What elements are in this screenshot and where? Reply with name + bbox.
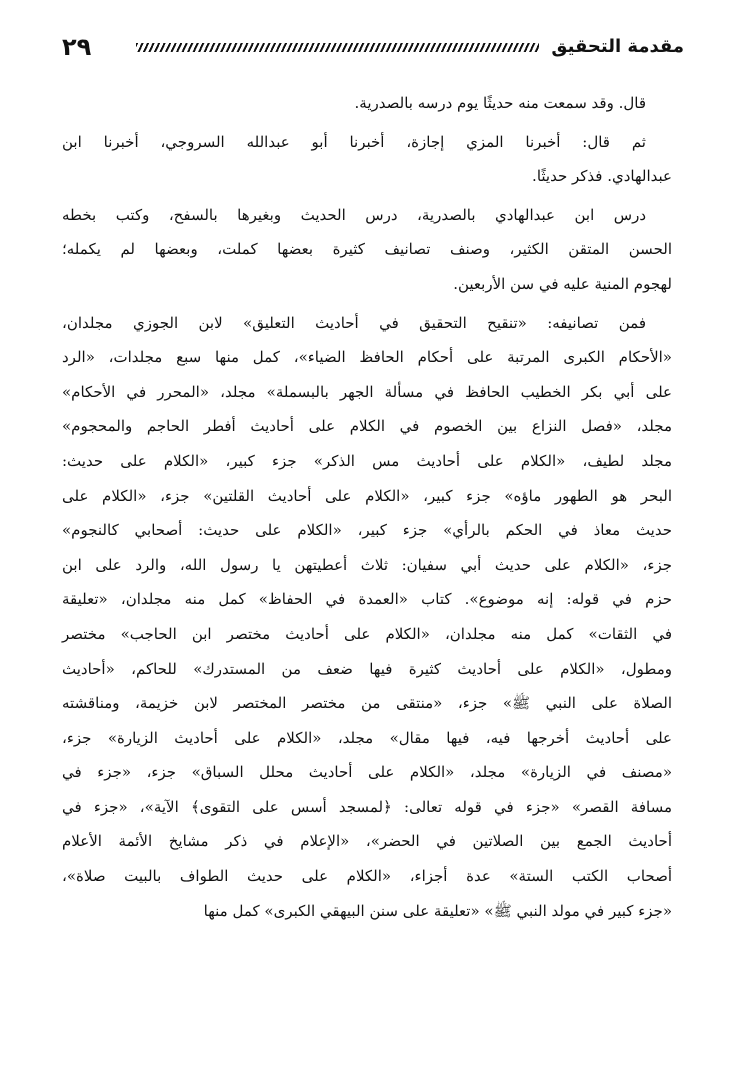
text-line: على أبي بكر الخطيب الحافظ في مسألة الجهر بالبسملة» مجلد، «المحرر في الأحكام»: [62, 382, 672, 401]
text-line: درس ابن عبدالهادي بالصدرية، درس الحديث وبغيرها بالسفح، وكتب بخطه: [62, 205, 646, 224]
paragraph: [62, 306, 672, 929]
page-header: [62, 30, 684, 64]
text-line: مجلد لطيف، «الكلام على أحاديث مس الذكر» جزء كبير، «الكلام على حديث:: [62, 451, 672, 470]
text-line: مجلد، «فصل النزاع بين الخصوم في الكلام على أحاديث أفطر الحاجم والمحجوم»: [62, 417, 672, 436]
text-line: الصلاة على النبي ﷺ» جزء، «منتقى من مختصر المختصر لابن خزيمة، ومناقشته: [62, 694, 672, 713]
text-line: حديث معاذ في الحكم بالرأي» جزء كبير، «الكلام على حديث: أصحابي كالنجوم»: [62, 521, 672, 540]
text-line: «مصنف في الزيارة» مجلد، «الكلام على أحاديث محلل السباق» جزء، «جزء في: [62, 763, 672, 782]
text-line: فمن تصانيفه: «تنقيح التحقيق في أحاديث التعليق» لابن الجوزي مجلدان،: [62, 313, 646, 332]
text-line: قال. وقد سمعت منه حديثًا يوم درسه بالصدرية.: [354, 94, 646, 112]
text-line: أحاديث الجمع بين الصلاتين في الحضر»، «الإعلام في ذكر مشايخ الأئمة الأعلام: [62, 832, 672, 851]
text-line: عبدالهادي. فذكر حديثًا.: [532, 167, 672, 186]
text-line: «جزء كبير في مولد النبي ﷺ» «تعليقة على سنن البيهقي الكبرى» كمل منها: [203, 901, 672, 920]
text-line: ثم قال: أخبرنا المزي إجازة، أخبرنا أبو عبدالله السروجي، أخبرنا ابن: [62, 132, 646, 151]
text-line: جزء، «الكلام على حديث أبي سفيان: ثلاث أعطيتهن يا رسول الله، والرد على ابن: [62, 555, 672, 574]
text-line: لهجوم المنية عليه في سن الأربعين.: [453, 274, 672, 293]
running-title: مقدمة التحقيق: [551, 36, 684, 57]
text-line: حزم في قوله: إنه موضوع». كتاب «العمدة في الحفاظ» كمل منه مجلدان، «تعليقة: [62, 590, 672, 609]
text-line: مسافة القصر» «جزء في قوله تعالى: ﴿لمسجد أسس على التقوى﴾ الآية»، «جزء في: [62, 797, 672, 816]
text-line: البحر هو الطهور ماؤه» جزء كبير، «الكلام على أحاديث القلتين» جزء، «الكلام على: [62, 486, 672, 505]
header-rule: [136, 43, 539, 52]
page-number: ٢٩: [62, 33, 92, 61]
text-line: أصحاب الكتب الستة» عدة أجزاء، «الكلام على حديث الطواف بالبيت صلاة»،: [62, 867, 672, 886]
paragraph: [62, 125, 672, 194]
text-line: في الثقات» كمل منه مجلدان، «الكلام على أحاديث مختصر ابن الحاجب» مختصر: [62, 624, 672, 643]
body-text: [62, 86, 672, 928]
text-line: على أحاديث أخرجها فيه، فيها مقال» مجلد، «الكلام على أحاديث الزيارة» جزء،: [62, 728, 672, 747]
text-line: الحسن المتقن الكثير، وصنف تصانيف كثيرة بعضها كملت، وبعضها لم يكمله؛: [62, 240, 672, 259]
paragraph: [62, 198, 672, 302]
text-line: ومطول، «الكلام على أحاديث كثيرة فيها ضعف من المستدرك» للحاكم، «أحاديث: [62, 659, 672, 678]
text-line: «الأحكام الكبرى المرتبة على أحكام الحافظ الضياء»، كمل منها سبع مجلدات، «الرد: [62, 348, 672, 367]
paragraph: [62, 86, 672, 121]
